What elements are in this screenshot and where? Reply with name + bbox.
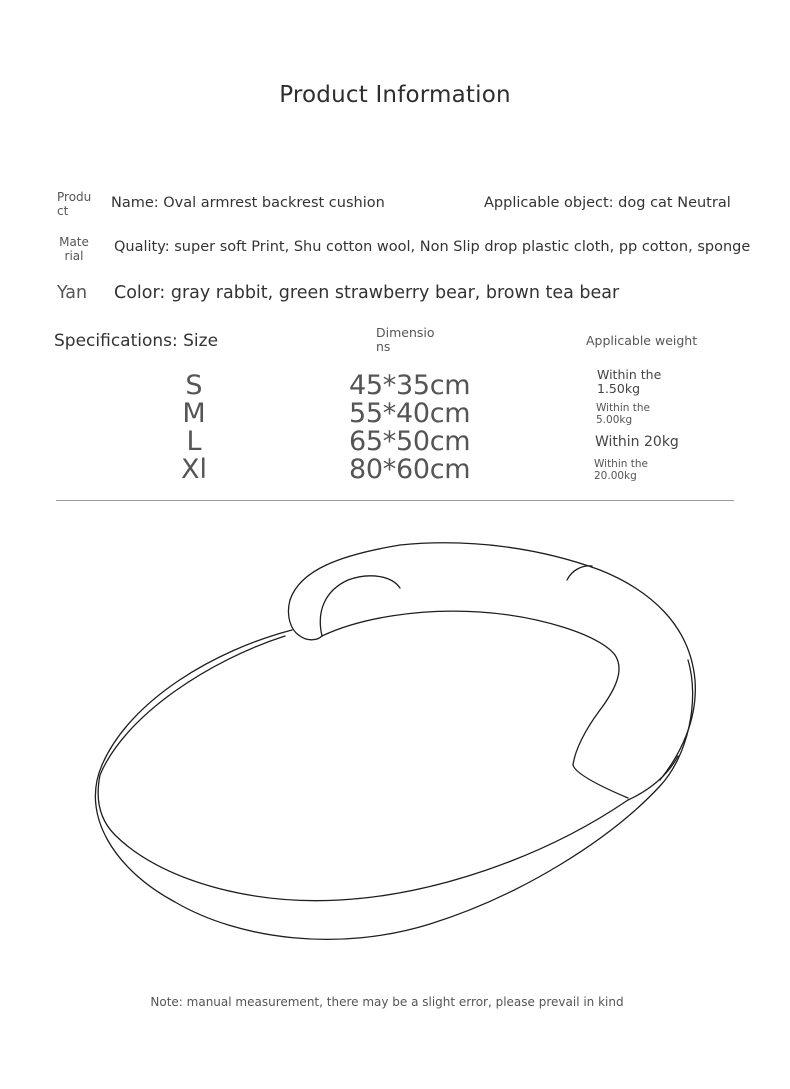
size-m: M [182,398,206,429]
measurement-note: Note: manual measurement, there may be a slight error, please prevail in kind [150,995,624,1009]
backrest-inner-edge [322,611,619,765]
product-label: Product [57,190,92,218]
dimension-m: 55*40cm [349,398,471,429]
weight-header: Applicable weight [586,333,698,348]
backrest-seam [567,566,592,580]
dimension-xl: 80*60cm [349,454,471,485]
base-outer-edge [95,630,692,939]
product-name: Name: Oval armrest backrest cushion [111,195,385,211]
dimension-s: 45*35cm [349,370,471,401]
backrest-left-cap [288,600,322,640]
weight-s: Within the 1.50kg [597,367,662,396]
material-quality: Quality: super soft Print, Shu cotton wool, Non Slip drop plastic cloth, pp cotton, sponge [114,239,751,255]
section-divider [56,500,734,501]
applicable-object: Applicable object: dog cat Neutral [484,195,731,211]
specifications-title: Specifications: Size [54,331,219,351]
page-title: Product Information [279,82,511,108]
size-s: S [185,370,203,401]
cushion-illustration [0,530,790,970]
dimensions-header: Dimensions [376,325,435,354]
dimension-l: 65*50cm [349,426,471,457]
backrest-left-inner-curl [320,576,400,636]
material-label: Material [59,235,89,263]
backrest-right-end [573,765,628,798]
weight-m: Within the 5.00kg [596,402,650,426]
size-xl: Xl [181,454,207,485]
size-l: L [186,426,202,457]
weight-xl: Within the 20.00kg [594,458,648,482]
color-label: Yan [57,283,88,303]
base-inner-rim [98,636,628,901]
color-value: Color: gray rabbit, green strawberry bear, brown tea bear [114,283,620,303]
weight-l: Within 20kg [595,434,679,450]
